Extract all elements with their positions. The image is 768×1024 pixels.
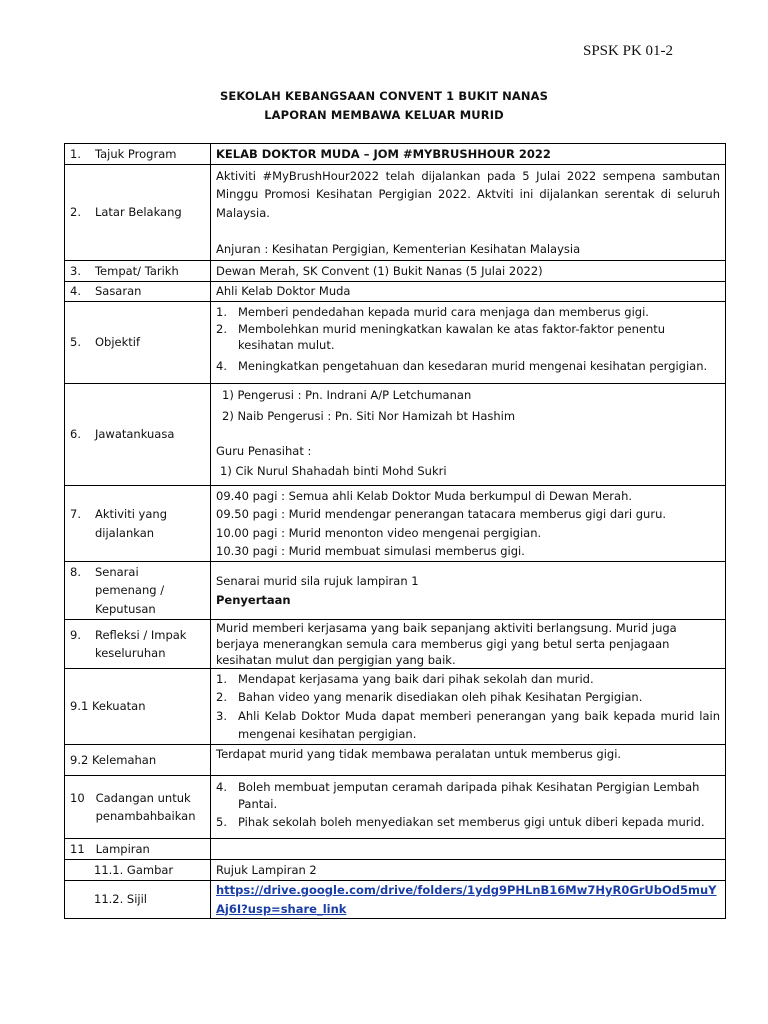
list-item: 2. Membolehkan murid meningkatkan kawalan ke atas faktor-faktor penentu kesihatan mulut. [216,321,666,352]
venue-date: Dewan Merah, SK Convent (1) Bukit Nanas (5 Julai 2022) [211,261,726,282]
organizer-text: Anjuran : Kesihatan Pergigian, Kementerian Kesihatan Malaysia [216,242,581,256]
target-group: Ahli Kelab Doktor Muda [211,282,726,302]
row-label: Cadangan untuk penambahbaikan [95,790,196,823]
report-title: LAPORAN MEMBAWA KELUAR MURID [264,108,504,122]
table-row [65,881,726,919]
table-row: 11 Lampiran [65,839,726,860]
weakness-text: Terdapat murid yang tidak membawa peralatan untuk memberus gigi. [211,745,726,776]
list-item: 4. Boleh membuat jemputan ceramah daripada pihak Kesihatan Pergigian Lembah Pantai. [216,780,700,811]
table-row: 7. Aktiviti yang dijalankan 09.40 pagi : Semua ahli Kelab Doktor Muda berkumpul di Dewan Merah. 09.50 pagi : Murid mendengar penerangan tatacara memberus gigi dari guru. 10.00 pagi : Murid menonton video mengenai pergigian. 10.30 pagi : Murid membuat simulasi memberus gigi. [65,486,726,562]
table-row: 9.1 Kekuatan 1. Mendapat kerjasama yang baik dari pihak sekolah dan murid. 2. Bahan video yang menarik disediakan oleh pihak Kesihatan Pergigian. 3. Ahli Kelab Doktor Muda dapat memberi penerangan yang baik kepada murid lain mengenai kesihatan pergigian. [65,669,726,745]
row-label: Sasaran [94,284,142,299]
list-item: 3. Ahli Kelab Doktor Muda dapat memberi penerangan yang baik kepada murid lain mengenai kesihatan pergigian. [216,708,720,741]
background-text: Aktiviti #MyBrushHour2022 telah dijalankan pada 5 Julai 2022 sempena sambutan Minggu Promosi Kesihatan Pergigian 2022. Aktviti ini dijalankan serentak di seluruh Malaysia. [216,168,720,220]
school-name: SEKOLAH KEBANGSAAN CONVENT 1 BUKIT NANAS [220,89,548,103]
row-label: Latar Belakang [94,205,182,220]
row-label: 11.2. Sijil [94,892,147,907]
row-label: Tempat/ Tarikh [94,263,179,278]
table-row: 9.2 Kelemahan Terdapat murid yang tidak membawa peralatan untuk memberus gigi. [65,745,726,776]
row-label: Refleksi / Impak keseluruhan [94,627,187,660]
row-label: Objektif [94,335,141,350]
row-label: Lampiran [95,841,150,856]
result-text: Penyertaan [216,592,291,607]
table-row [65,860,726,881]
table-row: 3. Tempat/ Tarikh Dewan Merah, SK Convent (1) Bukit Nanas (5 Julai 2022) [65,261,726,282]
list-item: 1. Memberi pendedahan kepada murid cara menjaga dan memberus gigi. [216,305,649,319]
table-row: 6. Jawatankuasa 1) Pengerusi : Pn. Indrani A/P Letchumanan 2) Naib Pengerusi : Pn. Siti Nor Hamizah bt Hashim Guru Penasihat : 1) Cik Nurul Shahadah binti Mohd Sukri [65,384,726,486]
program-title: KELAB DOKTOR MUDA – JOM #MYBRUSHHOUR 2022 [211,144,726,165]
table-row: 8. Senarai pemenang / Keputusan Senarai murid sila rujuk lampiran 1 Penyertaan [65,562,726,620]
table-row: 2. Latar Belakang Aktiviti #MyBrushHour2022 telah dijalankan pada 5 Julai 2022 sempena sambutan Minggu Promosi Kesihatan Pergigian 2022. Aktviti ini dijalankan serentak di seluruh Malaysia. Anjuran : Kesihatan Pergigian, Kementerian Kesihatan Malaysia [65,165,726,261]
row-label: Senarai pemenang / Keputusan [94,564,165,616]
row-label: Jawatankuasa [94,427,175,442]
list-item: 2. Bahan video yang menarik disediakan oleh pihak Kesihatan Pergigian. [216,690,643,704]
list-item: 09.50 pagi : Murid mendengar penerangan tatacara memberus gigi dari guru. [216,507,667,521]
suggestion-list [216,779,720,831]
table-row: 1. Tajuk Program KELAB DOKTOR MUDA – JOM #MYBRUSHHOUR 2022 [65,144,726,165]
list-item: 5. Pihak sekolah boleh menyediakan set memberus gigi untuk diberi kepada murid. [216,815,705,829]
table-row: 5. Objektif 1. Memberi pendedahan kepada murid cara menjaga dan memberus gigi. 2. Membolehkan murid meningkatkan kawalan ke atas faktor-faktor penentu kesihatan mulut. 4. Meningkatkan pengetahuan dan kesedaran murid mengenai kesihatan pergigian. [65,302,726,384]
list-item: 1. Mendapat kerjasama yang baik dari pihak sekolah dan murid. [216,671,594,686]
row-label: Aktiviti yang dijalankan [94,507,168,540]
document-code: SPSK PK 01-2 [583,43,674,59]
advisor-name: 1) Cik Nurul Shahadah binti Mohd Sukri [220,463,447,478]
row-label: 11.1. Gambar [94,862,174,877]
committee-chair: 1) Pengerusi : Pn. Indrani A/P Letchumanan [222,388,472,402]
committee-vice-chair: 2) Naib Pengerusi : Pn. Siti Nor Hamizah bt Hashim [222,408,516,423]
list-item: 10.30 pagi : Murid membuat simulasi memberus gigi. [216,544,525,558]
strength-list [216,670,720,744]
table-row: 9. Refleksi / Impak keseluruhan Murid memberi kerjasama yang baik sepanjang aktiviti berlangsung. Murid juga berjaya menerangkan semula cara memberus gigi yang betul serta penjagaan kesihatan mulut dan pergigian yang baik. [65,620,726,669]
list-item: 4. Meningkatkan pengetahuan dan kesedaran murid mengenai kesihatan pergigian. [216,358,708,373]
advisor-title: Guru Penasihat : [216,444,312,458]
certificate-link[interactable]: https://drive.google.com/drive/folders/1ydg9PHLnB16Mw7HyR0GrUbOd5muYAj6I?usp=share_link [216,883,717,916]
list-item: 09.40 pagi : Semua ahli Kelab Doktor Muda berkumpul di Dewan Merah. [216,488,633,503]
list-item: 10.00 pagi : Murid menonton video mengenai pergigian. [216,525,542,540]
row-label: Kelemahan [91,752,157,767]
photo-reference: Rujuk Lampiran 2 [211,860,726,881]
row-label: Tajuk Program [94,146,177,161]
table-row: 4. Sasaran Ahli Kelab Doktor Muda [65,282,726,302]
table-row: 10 Cadangan untuk penambahbaikan 4. Boleh membuat jemputan ceramah daripada pihak Kesihatan Pergigian Lembah Pantai. 5. Pihak sekolah boleh menyediakan set memberus gigi untuk diberi kepada murid. [65,776,726,839]
reflection-text: Murid memberi kerjasama yang baik sepanjang aktiviti berlangsung. Murid juga berjaya menerangkan semula cara memberus gigi yang betul serta penjagaan kesihatan mulut dan pergigian yang baik. [211,620,726,669]
objective-list [216,304,720,374]
activity-schedule [211,486,726,562]
winners-text: Senarai murid sila rujuk lampiran 1 [216,574,419,588]
report-table [64,143,726,919]
row-label: Kekuatan [91,699,146,714]
